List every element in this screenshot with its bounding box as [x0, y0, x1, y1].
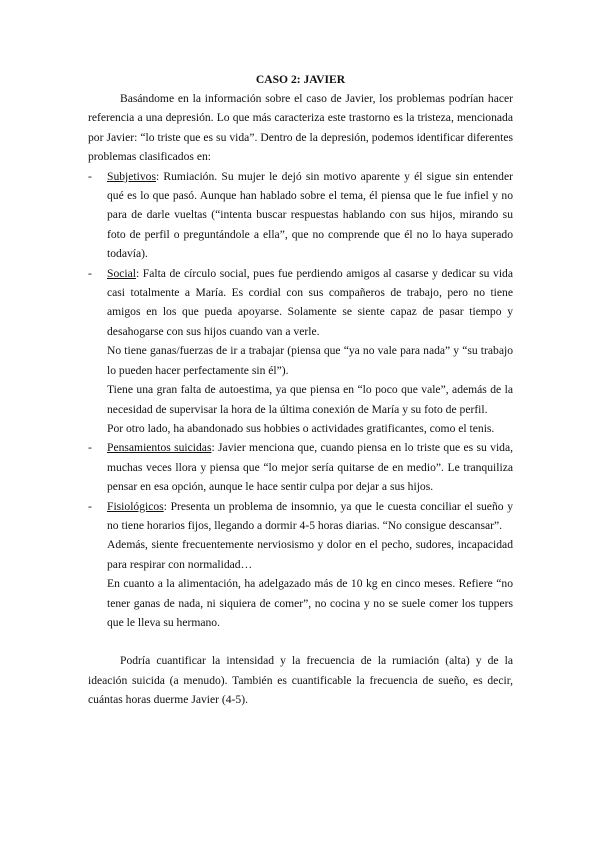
conclusion-paragraph: Podría cuantificar la intensidad y la frecuencia de la rumiación (alta) y de la ideación suicida (a menudo). También es cuantificable la frecuencia de sueño, es decir, cuántas horas duerme Javier (4-5). — [88, 654, 513, 707]
list-bullet: - — [88, 169, 92, 183]
list-item-paragraph — [107, 167, 513, 264]
paragraph-spacer — [88, 632, 513, 651]
list-item-paragraph: Por otro lado, ha abandonado sus hobbies o actividades gratificantes, como el tenis. — [107, 421, 495, 435]
list-item-paragraph: Además, siente frecuentemente nerviosismo y dolor en el pecho, sudores, incapacidad para respirar con normalidad… — [107, 538, 513, 571]
document-title: CASO 2: JAVIER — [255, 73, 346, 86]
list-item-label: Subjetivos — [107, 169, 156, 183]
list-item-paragraph — [107, 497, 513, 536]
list-bullet: - — [88, 441, 92, 455]
list-item-social — [88, 264, 513, 439]
list-item-text: : Rumiación. Su mujer le dejó sin motivo aparente y él sigue sin entender qué es lo que pasó. Aunque han hablado sobre el tema, él piensa que le fue infiel y no para de darle vueltas (“intenta buscar respuestas hablando con sus hijos, mirando su foto de perfil o preguntándole a ella”, que no comprende que él no lo haya superado todavía). — [107, 169, 513, 261]
list-item-text: : Falta de círculo social, pues fue perdiendo amigos al casarse y dedicar su vida casi totalmente a María. Es cordial con sus compañeros de trabajo, pero no tiene amigos en los que pueda apoyarse. Solamente se siente capaz de pasar tiempo y desahogarse con sus hijos cuando van a verle. — [107, 266, 513, 338]
list-item-paragraph: Tiene una gran falta de autoestima, ya que piensa en “lo poco que vale”, además de la necesidad de supervisar la hora de la última conexión de María y su foto de perfil. — [107, 383, 513, 416]
list-item-label: Social — [107, 266, 136, 280]
list-bullet: - — [88, 266, 92, 280]
list-item-text: : Presenta un problema de insomnio, ya que le cuesta conciliar el sueño y no tiene horarios fijos, llegando a dormir 4-5 horas diarias. “No consigue descansar”. — [107, 499, 513, 532]
list-item-paragraph: No tiene ganas/fuerzas de ir a trabajar (piensa que “ya no vale para nada” y “su trabajo lo pueden hacer perfectamente sin él”). — [107, 344, 513, 377]
list-item-fisiologicos — [88, 497, 513, 633]
list-item-pensamientos-suicidas — [88, 438, 513, 496]
intro-paragraph: Basándome en la información sobre el caso de Javier, los problemas podrían hacer referencia a una depresión. Lo que más caracteriza este trastorno es la tristeza, mencionada por Javier: “lo triste que es su vida”. Dentro de la depresión, podemos identificar diferentes problemas clasificados en: — [88, 92, 513, 164]
problem-list — [88, 167, 513, 633]
list-bullet: - — [88, 499, 92, 513]
list-item-paragraph — [107, 438, 513, 496]
list-item-label: Pensamientos suicidas — [107, 441, 212, 455]
list-item-subjetivos — [88, 167, 513, 264]
document-page — [88, 70, 513, 710]
list-item-paragraph — [107, 264, 513, 342]
list-item-paragraph: En cuanto a la alimentación, ha adelgazado más de 10 kg en cinco meses. Refiere “no tener ganas de nada, ni siquiera de comer”, no cocina y no se suele comer los tuppers que le lleva su hermano. — [107, 577, 513, 629]
list-item-text: : Javier menciona que, cuando piensa en lo triste que es su vida, muchas veces llora y piensa que “lo mejor sería quitarse de en medio”. Le tranquiliza pensar en esa opción, aunque le hace sentir culpa por dejar a sus hijos. — [107, 441, 514, 494]
list-item-label: Fisiológicos — [107, 499, 164, 513]
